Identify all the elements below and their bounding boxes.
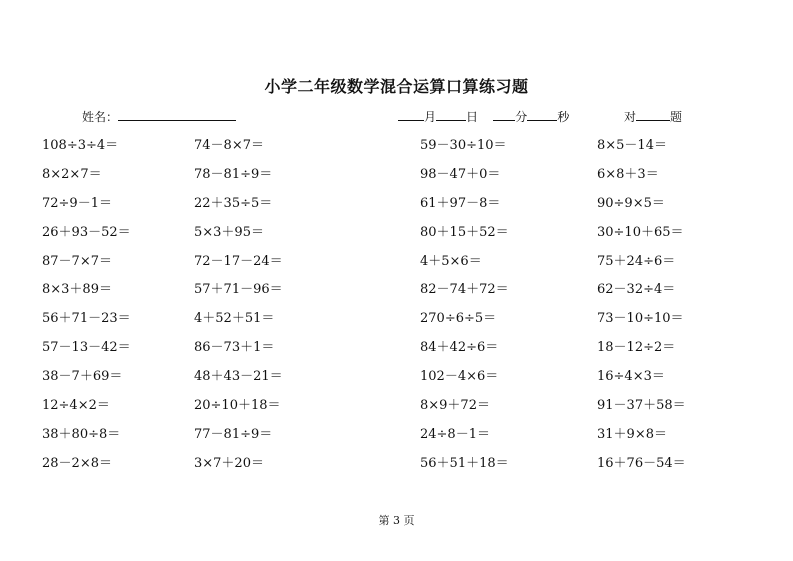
minute-label: 分 xyxy=(515,110,528,124)
name-label: 姓名： xyxy=(82,110,119,124)
worksheet-title: 小学二年级数学混合运算口算练习题 xyxy=(264,77,529,96)
problem-item: 56＋71－23＝ xyxy=(42,311,131,327)
second-label: 秒 xyxy=(557,110,570,124)
month-label: 月 xyxy=(424,110,437,124)
problem-item: 57＋71－96＝ xyxy=(194,282,283,298)
problem-item: 31＋9×8＝ xyxy=(597,426,667,442)
problem-item: 30÷10＋65＝ xyxy=(597,224,684,240)
problem-item: 12÷4×2＝ xyxy=(42,398,110,414)
problem-item: 86－73＋1＝ xyxy=(194,340,275,356)
problem-item: 20÷10＋18＝ xyxy=(194,398,281,414)
problem-row xyxy=(0,397,793,426)
problem-item: 78－81÷9＝ xyxy=(194,166,273,182)
questions-label: 题 xyxy=(670,110,683,124)
problem-item: 22＋35÷5＝ xyxy=(194,195,273,211)
problem-item: 8×9＋72＝ xyxy=(420,398,490,414)
name-blank-line xyxy=(118,108,236,121)
problem-item: 38－7＋69＝ xyxy=(42,369,123,385)
problem-item: 4＋52＋51＝ xyxy=(194,311,275,327)
problem-row xyxy=(0,455,793,484)
problem-row xyxy=(0,166,793,195)
problem-item: 28－2×8＝ xyxy=(42,455,112,471)
problem-item: 91－37＋58＝ xyxy=(597,398,686,414)
problem-item: 98－47＋0＝ xyxy=(420,166,501,182)
problem-item: 16÷4×3＝ xyxy=(597,369,665,385)
problem-item: 72－17－24＝ xyxy=(194,253,283,269)
problem-item: 102－4×6＝ xyxy=(420,369,499,385)
problem-grid xyxy=(0,137,793,484)
second-blank-line xyxy=(527,108,557,121)
problem-item: 75＋24÷6＝ xyxy=(597,253,676,269)
problem-item: 16＋76－54＝ xyxy=(597,455,686,471)
problem-row xyxy=(0,426,793,455)
problem-item: 80＋15＋52＝ xyxy=(420,224,509,240)
problem-row xyxy=(0,253,793,282)
problem-item: 270÷6÷5＝ xyxy=(420,311,497,327)
problem-row xyxy=(0,281,793,310)
correct-blank-line xyxy=(636,108,670,121)
problem-item: 108÷3÷4＝ xyxy=(42,138,119,153)
page-number: 第 3 页 xyxy=(378,514,415,527)
problem-item: 56＋51＋18＝ xyxy=(420,455,509,471)
day-label: 日 xyxy=(466,110,479,124)
problem-item: 84＋42÷6＝ xyxy=(420,340,499,356)
problem-item: 59－30÷10＝ xyxy=(420,138,507,153)
name-field xyxy=(82,108,236,125)
problem-row xyxy=(0,137,793,166)
problem-item: 61＋97－8＝ xyxy=(420,195,501,211)
problem-item: 74－8×7＝ xyxy=(194,138,264,153)
problem-row xyxy=(0,339,793,368)
problem-row xyxy=(0,195,793,224)
problem-item: 57－13－42＝ xyxy=(42,340,131,356)
problem-item: 24÷8－1＝ xyxy=(420,426,490,442)
correct-label: 对 xyxy=(624,110,637,124)
problem-item: 8×2×7＝ xyxy=(42,166,102,182)
minute-blank-line xyxy=(493,108,515,121)
score-field xyxy=(624,108,682,125)
problem-row xyxy=(0,224,793,253)
problem-item: 5×3＋95＝ xyxy=(194,224,264,240)
problem-item: 62－32÷4＝ xyxy=(597,282,676,298)
problem-item: 4＋5×6＝ xyxy=(420,253,482,269)
problem-row xyxy=(0,310,793,339)
problem-item: 8×5－14＝ xyxy=(597,138,667,153)
day-blank-line xyxy=(436,108,466,121)
problem-item: 87－7×7＝ xyxy=(42,253,112,269)
problem-item: 72÷9－1＝ xyxy=(42,195,112,211)
problem-item: 26＋93－52＝ xyxy=(42,224,131,240)
problem-item: 82－74＋72＝ xyxy=(420,282,509,298)
problem-item: 77－81÷9＝ xyxy=(194,426,273,442)
problem-item: 73－10÷10＝ xyxy=(597,311,684,327)
problem-item: 38＋80÷8＝ xyxy=(42,426,121,442)
problem-item: 6×8＋3＝ xyxy=(597,166,659,182)
problem-item: 48＋43－21＝ xyxy=(194,369,283,385)
problem-item: 18－12÷2＝ xyxy=(597,340,676,356)
problem-row xyxy=(0,368,793,397)
date-time-field xyxy=(398,108,569,125)
problem-item: 3×7＋20＝ xyxy=(194,455,264,471)
problem-item: 8×3＋89＝ xyxy=(42,282,112,298)
month-blank-line xyxy=(398,108,424,121)
problem-item: 90÷9×5＝ xyxy=(597,195,665,211)
